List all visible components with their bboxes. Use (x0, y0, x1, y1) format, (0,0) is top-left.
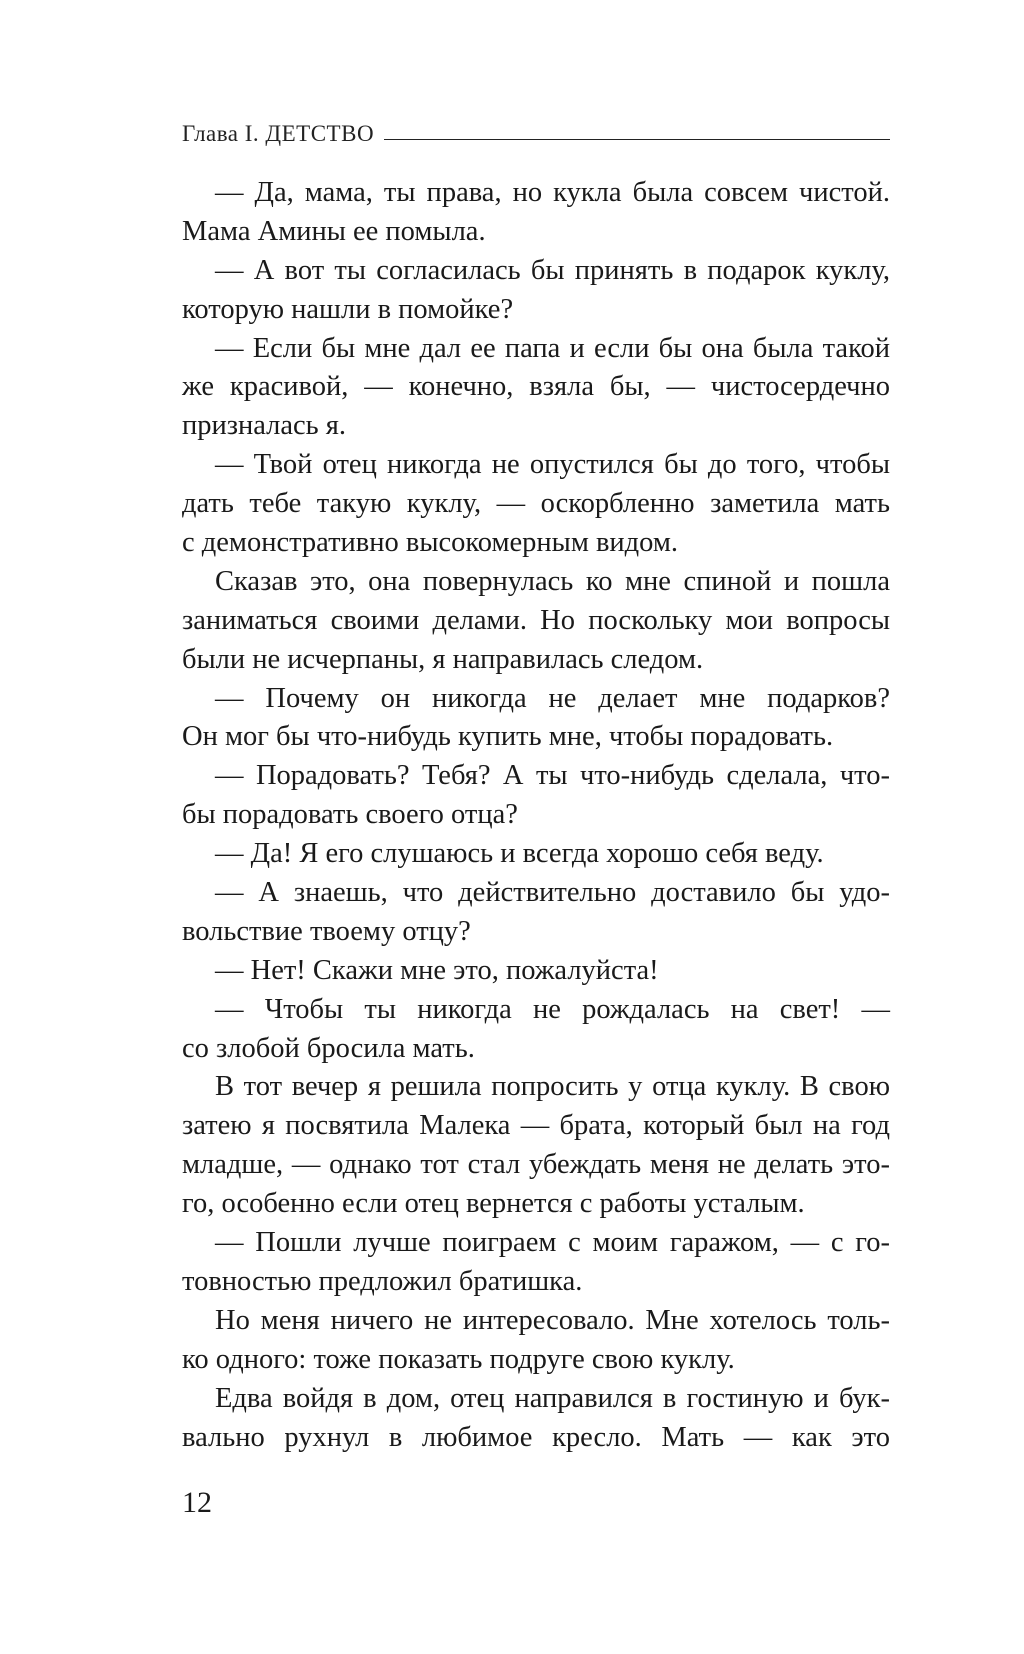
page-number: 12 (182, 1486, 212, 1519)
text-line: заниматься своими делами. Но поскольку мои вопросы (182, 604, 890, 636)
text-line: Едва войдя в дом, отец направился в гостиную и бук- (215, 1382, 890, 1414)
text-line: Мама Амины ее помыла. (182, 215, 486, 247)
text-line: же красивой, — конечно, взяла бы, — чистосердечно (182, 371, 890, 403)
text-line: — Твой отец никогда не опустился бы до того, чтобы (215, 449, 890, 481)
text-line: — Да! Я его слушаюсь и всегда хорошо себя веду. (215, 838, 824, 870)
text-line: — Нет! Скажи мне это, пожалуйста! (215, 954, 659, 986)
text-line: — Если бы мне дал ее папа и если бы она была такой (215, 332, 890, 364)
text-line: со злобой бросила мать. (182, 1032, 475, 1064)
text-line: дать тебе такую куклу, — оскорбленно заметила мать (182, 488, 890, 520)
body-text (182, 174, 890, 1457)
text-line: с демонстративно высокомерным видом. (182, 527, 679, 559)
text-line: В тот вечер я решила попросить у отца куклу. В свою (215, 1071, 890, 1103)
text-line: — Порадовать? Тебя? А ты что-нибудь сделала, что- (215, 760, 890, 792)
text-line: — Почему он никогда не делает мне подарков? (215, 682, 890, 714)
header-rule (384, 139, 890, 140)
text-line: — Пошли лучше поиграем с моим гаражом, — с го- (215, 1227, 890, 1259)
text-line: ко одного: тоже показать подруге свою куклу. (182, 1343, 735, 1375)
text-line: — А вот ты согласилась бы принять в подарок куклу, (215, 254, 890, 286)
text-line: младше, — однако тот стал убеждать меня не делать это- (182, 1149, 890, 1181)
text-line: бы порадовать своего отца? (182, 799, 518, 831)
text-line: вально рухнул в любимое кресло. Мать — как это (182, 1421, 890, 1453)
text-line: затею я посвятила Малека — брата, который был на год (182, 1110, 890, 1142)
text-line: были не исчерпаны, я направилась следом. (182, 643, 704, 675)
text-line: Он мог бы что-нибудь купить мне, чтобы порадовать. (182, 721, 834, 753)
text-line: го, особенно если отец вернется с работы усталым. (182, 1188, 805, 1220)
text-line: — Чтобы ты никогда не рождалась на свет! — (215, 993, 890, 1025)
text-line: — Да, мама, ты права, но кукла была совсем чистой. (215, 177, 890, 208)
text-line: — А знаешь, что действительно доставило бы удо- (215, 877, 890, 909)
text-line: вольствие твоему отцу? (182, 915, 471, 947)
text-line: Но меня ничего не интересовало. Мне хотелось толь- (215, 1304, 890, 1336)
running-header (182, 118, 890, 150)
text-line: которую нашли в помойке? (182, 293, 514, 325)
text-line: товностью предложил братишка. (182, 1265, 583, 1297)
chapter-title: Глава I. ДЕТСТВО (182, 121, 375, 146)
text-line: призналась я. (182, 410, 347, 442)
text-line: Сказав это, она повернулась ко мне спиной и пошла (215, 565, 890, 597)
